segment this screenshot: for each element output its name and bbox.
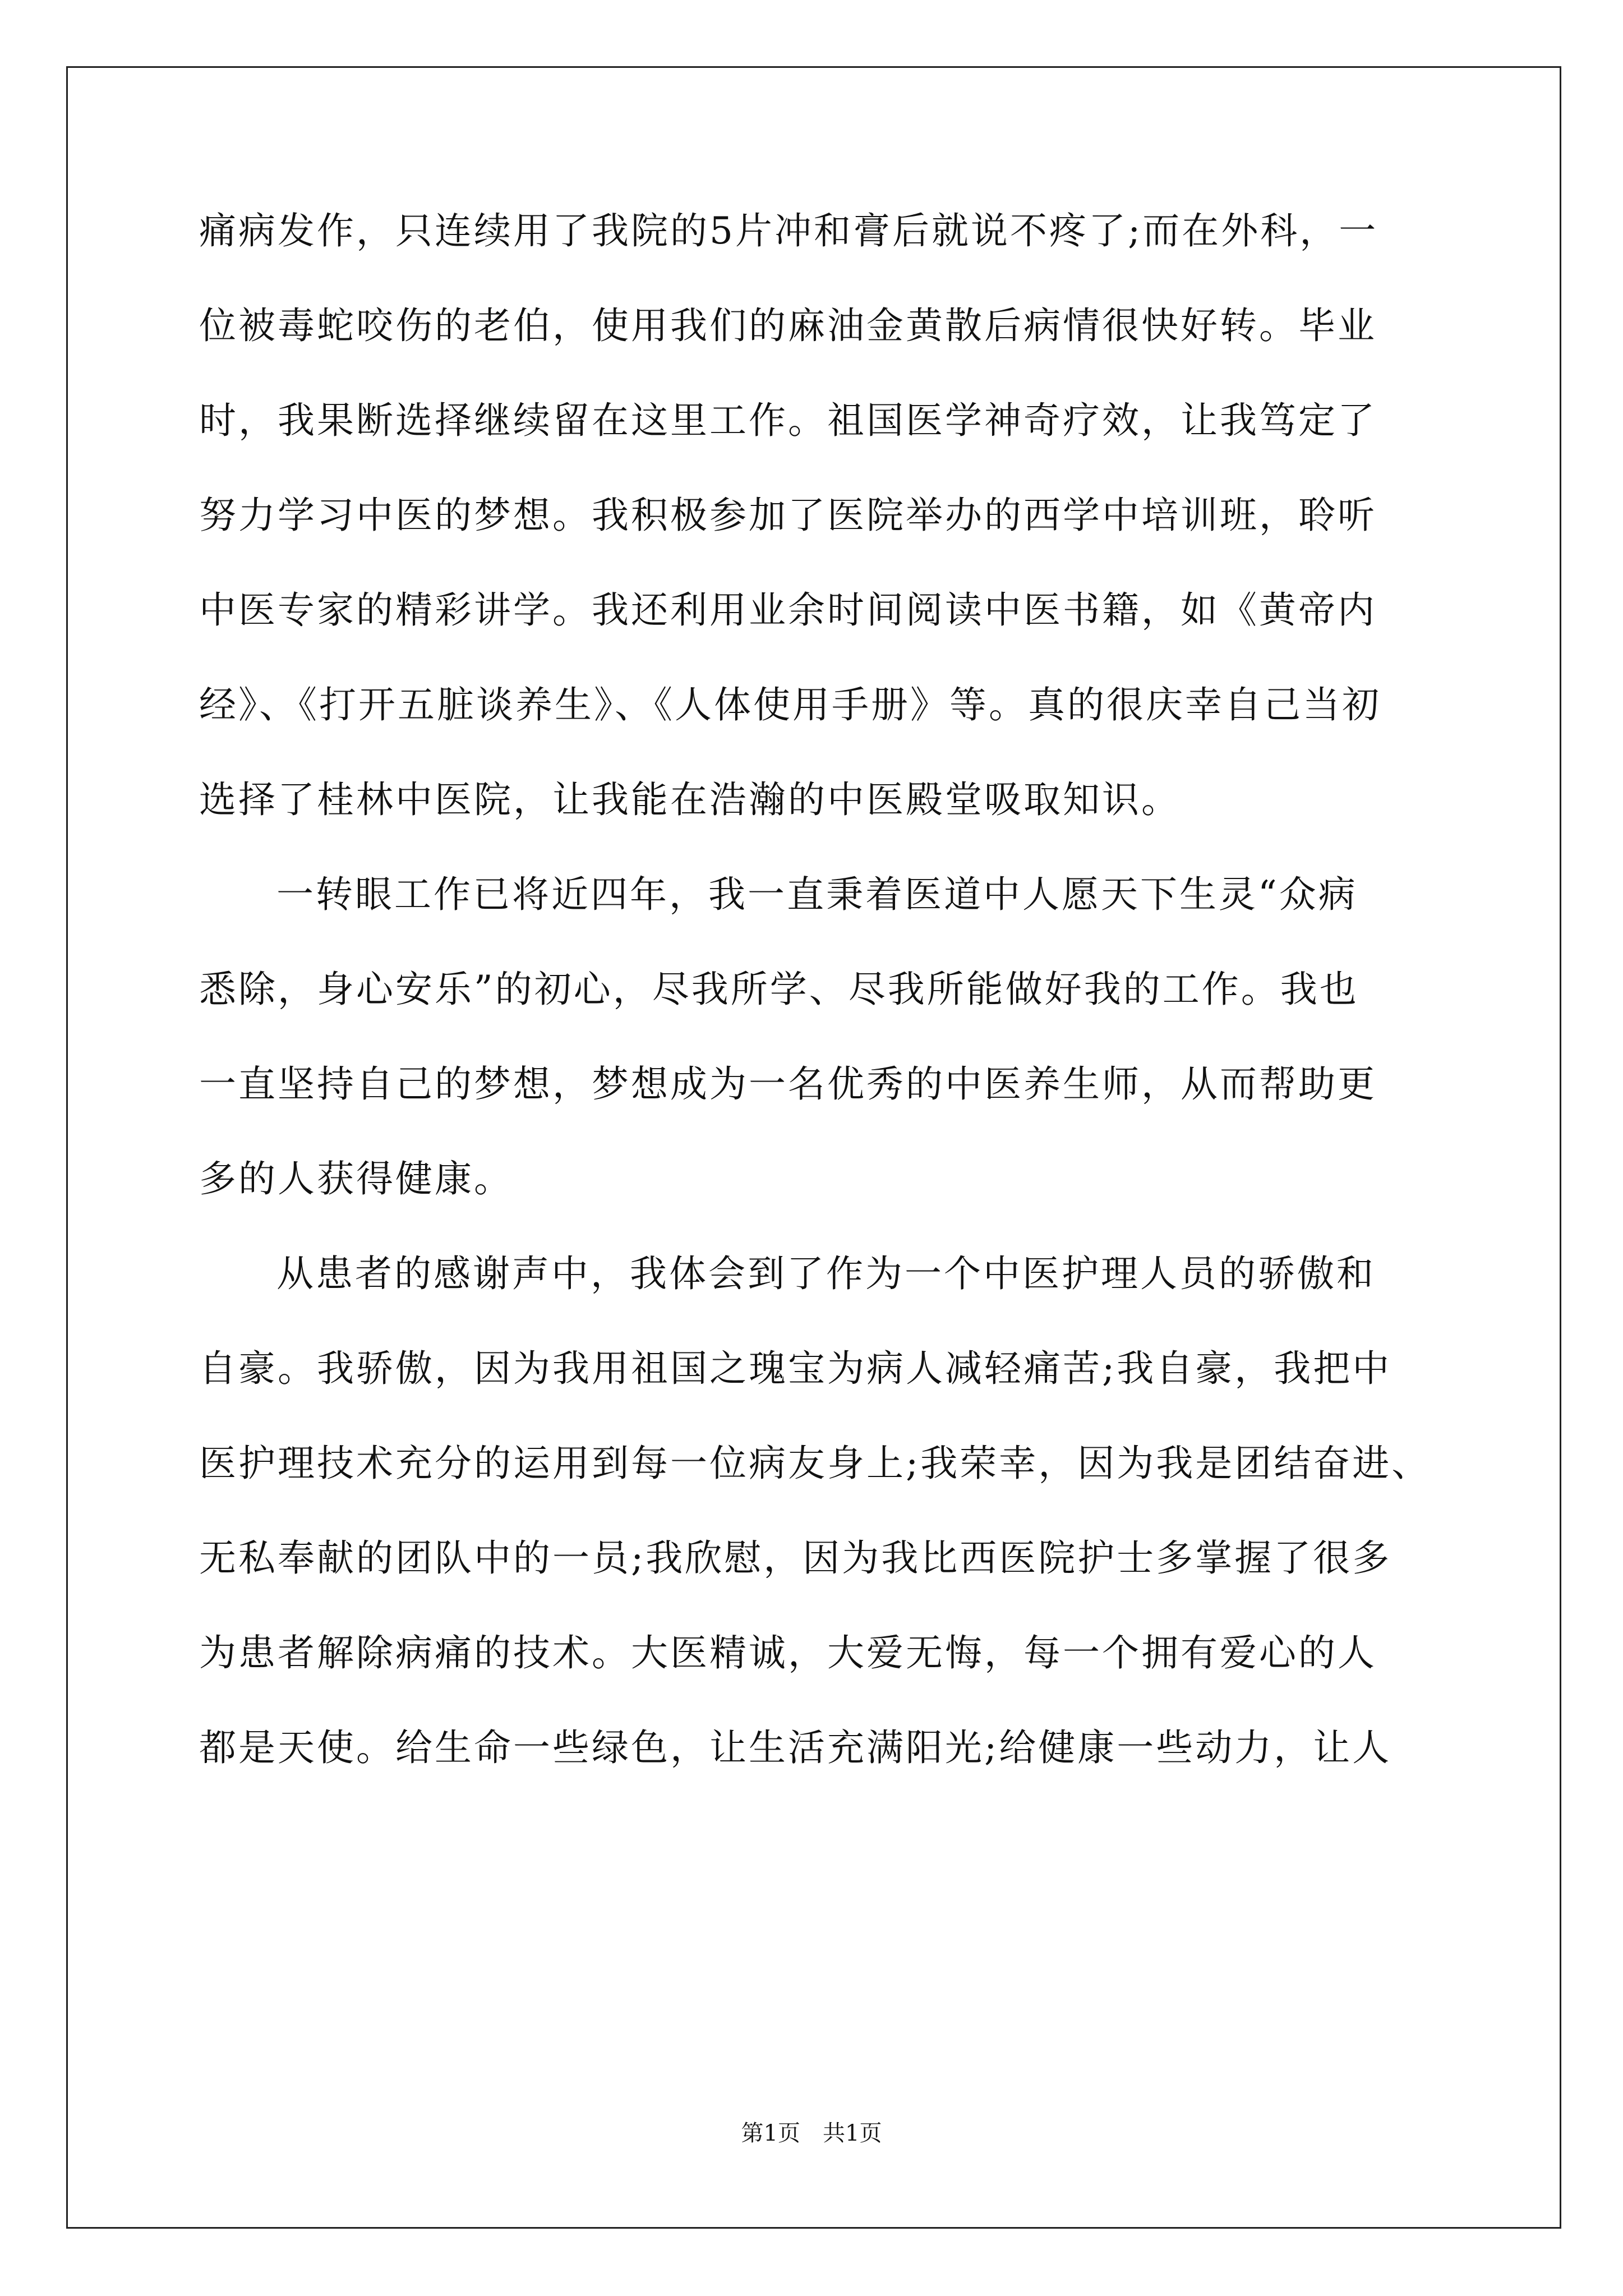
text-line: 多的人获得健康。: [199, 1157, 513, 1200]
page-footer: 第1页 共1页: [741, 2120, 882, 2146]
text-line: 选择了桂林中医院，让我能在浩瀚的中医殿堂吸取知识。: [199, 778, 1181, 821]
text-line: 医护理技术充分的运用到每一位病友身上;我荣幸，因为我是团结奋进、: [199, 1442, 1431, 1485]
text-line: 时，我果断选择继续留在这里工作。祖国医学神奇疗效，让我笃定了: [199, 399, 1377, 442]
text-line: 中医专家的精彩讲学。我还利用业余时间阅读中医书籍，如《黄帝内: [199, 588, 1377, 632]
text-line: 悉除，身心安乐”的初心，尽我所学、尽我所能做好我的工作。我也: [199, 968, 1359, 1011]
text-line: 自豪。我骄傲，因为我用祖国之瑰宝为病人减轻痛苦;我自豪，我把中: [199, 1347, 1392, 1390]
text-line: 努力学习中医的梦想。我积极参加了医院举办的西学中培训班，聆听: [199, 494, 1377, 537]
text-line: 位被毒蛇咬伤的老伯，使用我们的麻油金黄散后病情很快好转。毕业: [199, 304, 1377, 347]
text-line: 无私奉献的团队中的一员;我欣慰，因为我比西医院护士多掌握了很多: [199, 1536, 1392, 1580]
text-line: 经》、《打开五脏谈养生》、《人体使用手册》等。真的很庆幸自己当初: [199, 683, 1381, 726]
paragraph-first-line: 从患者的感谢声中，我体会到了作为一个中医护理人员的骄傲和: [276, 1252, 1376, 1295]
text-line: 为患者解除病痛的技术。大医精诚，大爱无悔，每一个拥有爱心的人: [199, 1631, 1377, 1674]
paragraph-first-line: 一转眼工作已将近四年，我一直秉着医道中人愿天下生灵“众病: [276, 873, 1358, 916]
text-line: 一直坚持自己的梦想，梦想成为一名优秀的中医养生师，从而帮助更: [199, 1062, 1377, 1106]
text-line: 都是天使。给生命一些绿色，让生活充满阳光;给健康一些动力，让人: [199, 1726, 1392, 1769]
text-line: 痛病发作，只连续用了我院的5片冲和膏后就说不疼了;而在外科，一: [199, 209, 1378, 252]
